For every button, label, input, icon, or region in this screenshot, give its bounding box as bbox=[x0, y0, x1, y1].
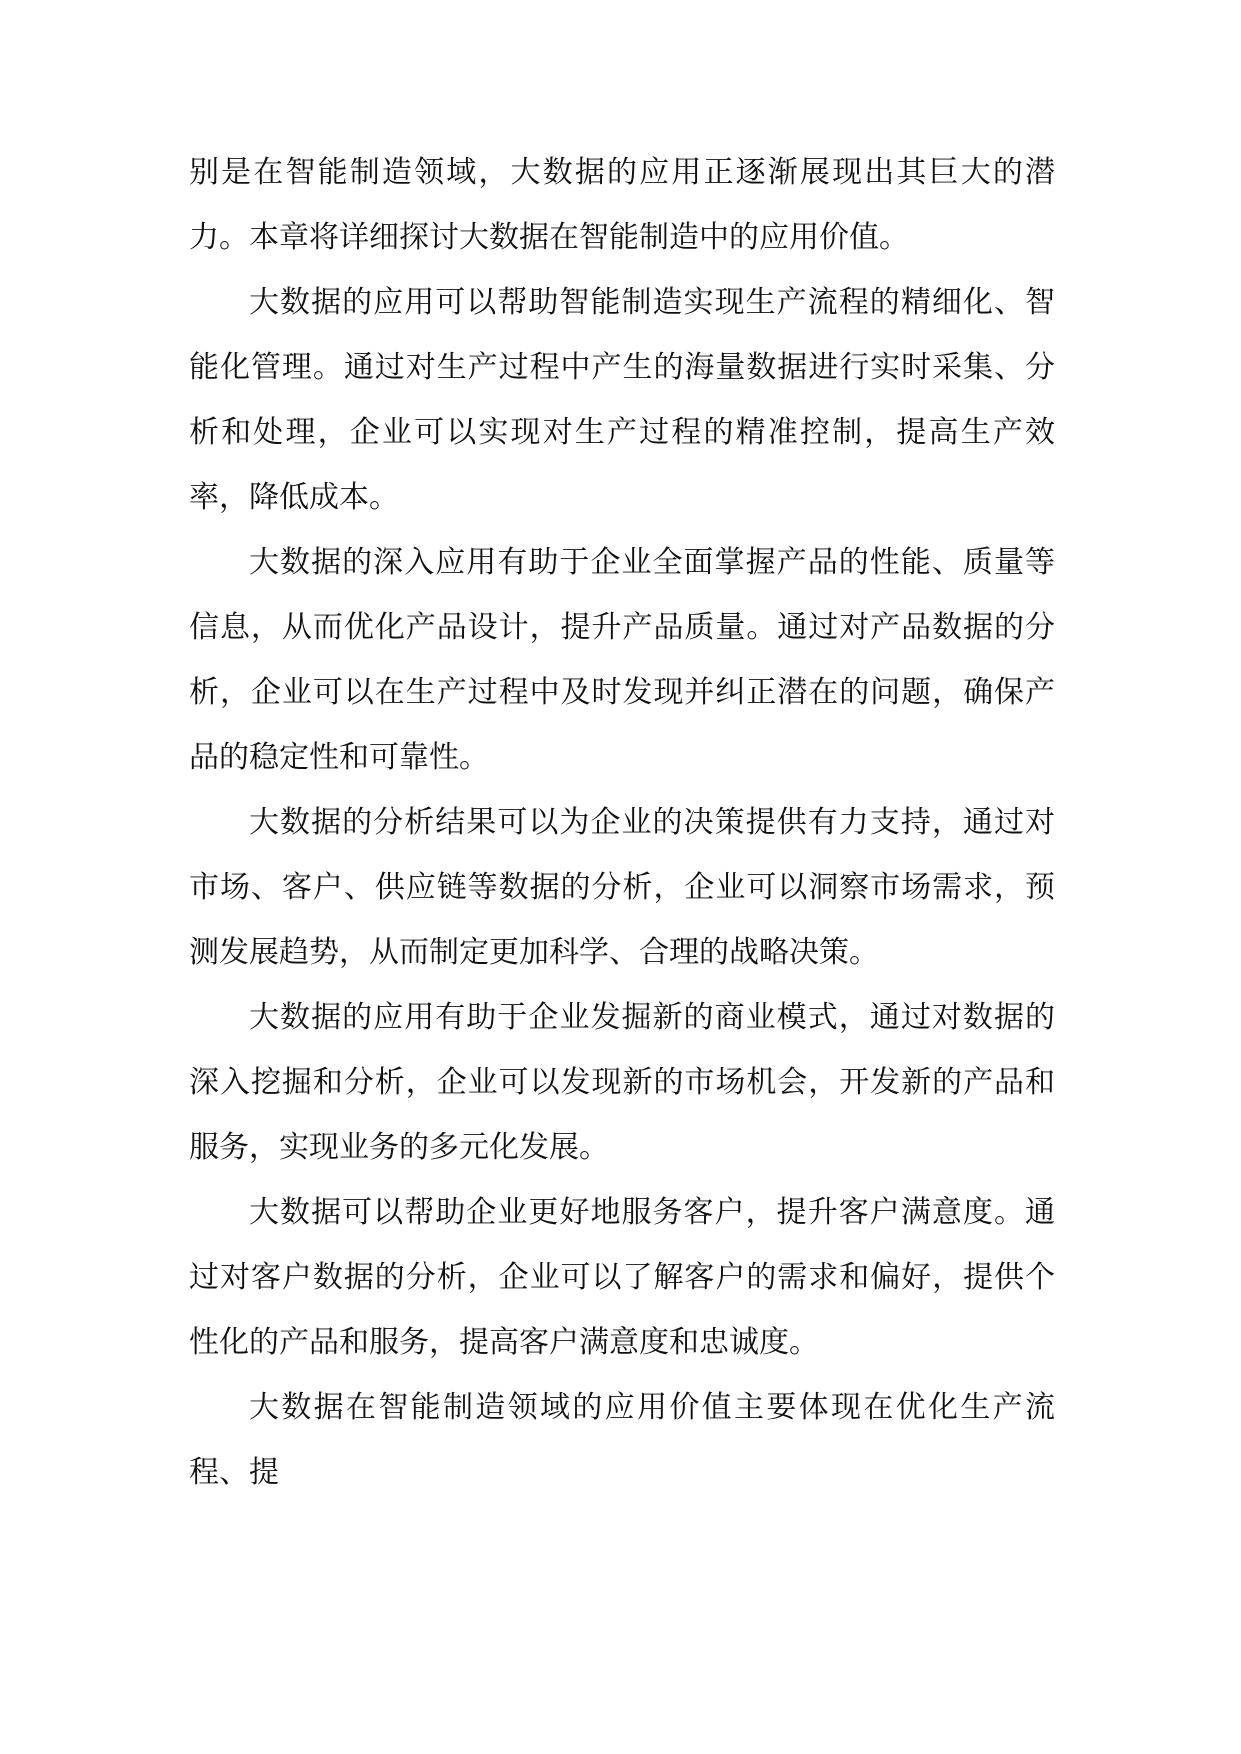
paragraph-product-quality: 大数据的深入应用有助于企业全面掌握产品的性能、质量等信息，从而优化产品设计，提升产品质量。通过对产品数据的分析，企业可以在生产过程中及时发现并纠正潜在的问题，确保产品的稳定性和可靠性。 bbox=[189, 545, 1055, 775]
paragraph-decision-support: 大数据的分析结果可以为企业的决策提供有力支持，通过对市场、客户、供应链等数据的分析，企业可以洞察市场需求，预测发展趋势，从而制定更加科学、合理的战略决策。 bbox=[189, 805, 1055, 970]
paragraph-production-process: 大数据的应用可以帮助智能制造实现生产流程的精细化、智能化管理。通过对生产过程中产生的海量数据进行实时采集、分析和处理，企业可以实现对生产过程的精准控制，提高生产效率，降低成本。 bbox=[189, 285, 1055, 515]
body-text bbox=[189, 140, 1055, 1505]
paragraph-business-model: 大数据的应用有助于企业发掘新的商业模式，通过对数据的深入挖掘和分析，企业可以发现新的市场机会，开发新的产品和服务，实现业务的多元化发展。 bbox=[189, 1000, 1055, 1165]
paragraph-summary: 大数据在智能制造领域的应用价值主要体现在优化生产流程、提 bbox=[189, 1390, 1055, 1490]
paragraph-continued-intro: 别是在智能制造领域，大数据的应用正逐渐展现出其巨大的潜力。本章将详细探讨大数据在智能制造中的应用价值。 bbox=[189, 155, 1055, 255]
paragraph-customer-service: 大数据可以帮助企业更好地服务客户，提升客户满意度。通过对客户数据的分析，企业可以了解客户的需求和偏好，提供个性化的产品和服务，提高客户满意度和忠诚度。 bbox=[189, 1195, 1055, 1360]
